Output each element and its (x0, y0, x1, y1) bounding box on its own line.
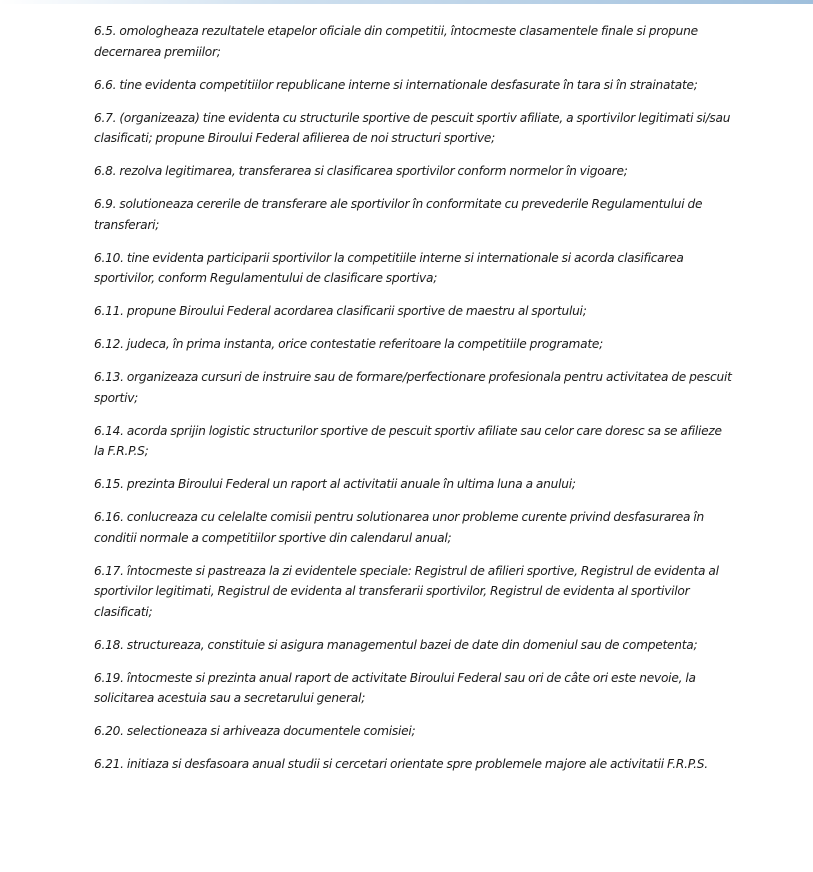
list-item: 6.19. întocmeste si prezinta anual raport de activitate Biroului Federal sau ori de câte ori este nevoie, la solicitarea acestuia sau a secretarului general; (94, 670, 696, 705)
list-item: 6.20. selectioneaza si arhiveaza documentele comisiei; (94, 724, 416, 738)
list-item: 6.5. omologheaza rezultatele etapelor oficiale din competitii, întocmeste clasamentele finale si propune decernarea premiilor; (94, 24, 698, 59)
list-item: 6.15. prezinta Biroului Federal un raport al activitatii anuale în ultima luna a anului; (94, 477, 576, 491)
document-body (94, 21, 734, 787)
list-item: 6.14. acorda sprijin logistic structurilor sportive de pescuit sportiv afiliate sau celor care doresc sa se afilieze la F.R.P.S; (94, 423, 722, 458)
top-border-line (0, 0, 813, 4)
list-item: 6.11. propune Biroului Federal acordarea clasificarii sportive de maestru al sportului; (94, 304, 587, 318)
list-item: 6.12. judeca, în prima instanta, orice contestatie referitoare la competitiile programate; (94, 337, 604, 351)
list-item: 6.21. initiaza si desfasoara anual studii si cercetari orientate spre problemele majore ale activitatii F.R.P.S. (94, 757, 708, 771)
list-item: 6.17. întocmeste si pastreaza la zi evidentele speciale: Registrul de afilieri sportive, Registrul de evidenta al sportivilor legitimati, Registrul de evidenta al transferarii sportivilor, Registrul de evidenta al sportivilor clasificati; (94, 563, 719, 619)
list-item: 6.6. tine evidenta competitiilor republicane interne si internationale desfasurate în tara si în strainatate; (94, 77, 698, 92)
list-item: 6.10. tine evidenta participarii sportivilor la competitiile interne si internationale si acorda clasificarea sportivilor, conform Regulamentului de clasificare sportiva; (94, 250, 684, 285)
list-item: 6.18. structureaza, constituie si asigura managementul bazei de date din domeniul sau de competenta; (94, 637, 698, 652)
list-item: 6.9. solutioneaza cererile de transferare ale sportivilor în conformitate cu prevederile Regulamentului de transferari; (94, 197, 703, 232)
list-item: 6.16. conlucreaza cu celelalte comisii pentru solutionarea unor probleme curente privind desfasurarea în conditii normale a competitiilor sportive din calendarul anual; (94, 510, 704, 545)
list-item: 6.7. (organizeaza) tine evidenta cu structurile sportive de pescuit sportiv afiliate, a sportivilor legitimati si/sau clasificati; propune Biroului Federal afilierea de noi structuri sportive; (94, 110, 731, 145)
list-item: 6.13. organizeaza cursuri de instruire sau de formare/perfectionare profesionala pentru activitatea de pescuit sportiv; (94, 370, 732, 405)
list-item: 6.8. rezolva legitimarea, transferarea si clasificarea sportivilor conform normelor în vigoare; (94, 164, 628, 178)
